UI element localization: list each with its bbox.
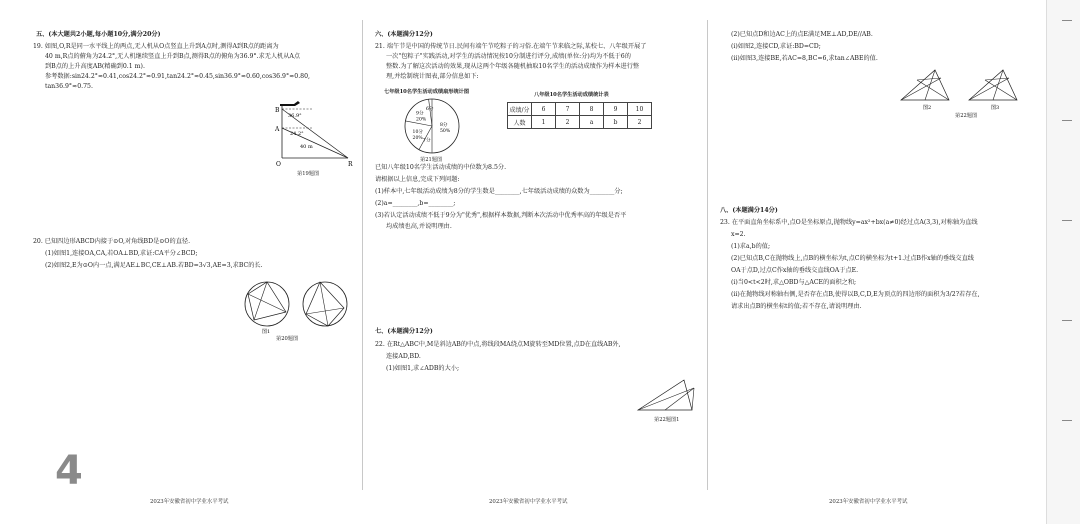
- footer-left: 2023年安徽省初中学业水平考试: [150, 499, 229, 505]
- fig2-label: 图2: [923, 105, 932, 110]
- q22-figures-2-3: [897, 66, 1027, 110]
- pie-caption: 第21题图: [420, 157, 443, 163]
- q21-after5: (3)若认定活动成绩不低于9分为"优秀",根据样本数据,判断本次活动中优秀率高的年级是否平: [375, 212, 627, 219]
- table-cell: a: [580, 116, 604, 129]
- table-row: [508, 116, 652, 129]
- table-cell: 6: [532, 103, 556, 116]
- q22-line2: 连接AD,BD.: [386, 353, 421, 360]
- q22-caption: 第22题图: [955, 113, 978, 119]
- page-number: 4: [55, 448, 83, 494]
- pie-title: 七年级10名学生活动成绩扇形统计图: [384, 89, 470, 95]
- section8-heading: 八、(本题满分14分): [720, 207, 778, 214]
- q19-caption: 第19题图: [297, 171, 320, 177]
- q22-figure1: [634, 374, 699, 416]
- section5-heading: 五、(本大题共2小题,每小题10分,满分20分): [36, 31, 161, 38]
- binding-edge: [1046, 0, 1080, 524]
- score-table: [507, 102, 652, 129]
- table-cell: 成绩/分: [508, 103, 532, 116]
- edge-mark: [1062, 120, 1072, 121]
- pie-slice-label: 50%: [440, 129, 451, 134]
- pie-chart: [402, 96, 462, 156]
- q19-line1: 19. 如图,O,R是同一水平线上的两点,无人机从O点竖直上升到A点时,测得A到R点的距离为: [33, 43, 279, 50]
- q21-line1: 21. 端午节是中国的传统节日.民间有端午节吃粽子的习俗.在端午节来临之际,某校七、八年级开展了: [375, 43, 647, 50]
- drone-icon: [280, 101, 300, 106]
- angle-24-2: 24.2°: [290, 131, 304, 137]
- q23-line3: (1)求a,b的值;: [731, 243, 771, 250]
- q20-line3: (2)如图2,E为⊙O内一点,满足AE⊥BC,CE⊥AB.若BD=3√3,AE=3,求BC的长.: [45, 262, 263, 269]
- q22-line1: 22. 在Rt△ABC中,M是斜边AB的中点,将线段MA绕点M旋转至MD位置,点D在直线AB外,: [375, 341, 621, 348]
- q20-caption: 第20题图: [276, 336, 299, 342]
- q21-after2: 请根据以上信息,完成下列问题:: [375, 176, 460, 183]
- q23-line4: (2)已知点B,C在抛物线上,点B的横坐标为t,点C的横坐标为t+1.过点B作x轴的垂线交直线: [731, 255, 974, 262]
- q23-line5: OA于点D,过点C作x轴的垂线交直线OA于点E.: [731, 267, 859, 274]
- table-cell: 2: [628, 116, 652, 129]
- left-column: [0, 0, 362, 524]
- table-cell: b: [604, 116, 628, 129]
- label-R: R: [348, 161, 353, 168]
- footer-middle: 2023年安徽省初中学业水平考试: [489, 499, 568, 505]
- q20-figure: [240, 276, 355, 334]
- label-A: A: [275, 126, 280, 133]
- distance-40m: 40 m: [300, 144, 313, 150]
- q21-line4: 理,并绘制统计图表,部分信息如下:: [386, 73, 479, 80]
- pie-slice-label: 8分: [440, 123, 448, 128]
- q23-line2: x=2.: [731, 231, 746, 238]
- edge-mark: [1062, 320, 1072, 321]
- q21-after3: (1)样本中,七年级活动成绩为8分的学生数是________,七年级活动成绩的众数为________分;: [375, 188, 623, 195]
- table-cell: 人数: [508, 116, 532, 129]
- table-cell: 7: [556, 103, 580, 116]
- q20-line2: (1)如图1,连接OA,CA,若OA⊥BD,求证:CA平分∠BCD;: [45, 250, 198, 257]
- q21-line3: 整数.为了解这次活动的效果,现从这两个年级各随机抽取10名学生的活动成绩作为样本进行整: [386, 63, 640, 70]
- q19-line3: 到B点的上升高度AB(精确到0.1 m).: [45, 63, 145, 70]
- q22-cont1: (2)已知点D和边AC上的点E满足ME⊥AD,DE//AB.: [731, 31, 873, 38]
- fig3-label: 图3: [991, 105, 1000, 110]
- section7-heading: 七、(本题满分12分): [375, 328, 433, 335]
- right-column: [707, 0, 1047, 524]
- pie-slice-label: 9分: [416, 111, 424, 117]
- pie-slice-label: 20%: [412, 135, 423, 141]
- q23-line1: 23. 在平面直角坐标系中,点O是坐标原点,抛物线y=ax²+bx(a≠0)经过点A(3,3),对称轴为直线: [720, 219, 978, 226]
- edge-mark: [1062, 20, 1072, 21]
- q21-after1: 已知八年级10名学生活动成绩的中位数为8.5分.: [375, 164, 507, 171]
- q19-line5: tan36.9°≈0.75.: [45, 83, 93, 90]
- angle-36-9: 36.9°: [288, 113, 302, 119]
- table-title: 八年级10名学生活动成绩统计表: [534, 92, 609, 98]
- q22-caption1: 第22题图1: [654, 417, 680, 423]
- q21-after4: (2)a=________,b=________;: [375, 200, 456, 207]
- section6-heading: 六、(本题满分12分): [375, 31, 433, 38]
- pie-slice-label: 10分: [412, 129, 423, 135]
- edge-mark: [1062, 220, 1072, 221]
- q21-line2: 一次"包粽子"实践活动,对学生的活动情况按10分制进行评分,成绩(单位:分)均为不低于6的: [386, 53, 631, 60]
- edge-mark: [1062, 420, 1072, 421]
- label-O: O: [276, 161, 281, 168]
- table-cell: 10: [628, 103, 652, 116]
- label-B: B: [275, 107, 280, 114]
- q19-figure: [262, 100, 357, 168]
- q19-line4: 参考数据:sin24.2°≈0.41,cos24.2°≈0.91,tan24.2°≈0.45,sin36.9°≈0.60,cos36.9°≈0.80,: [45, 73, 310, 80]
- q23-line6: (i)当0<t<2时,求△OBD与△ACE的面积之和;: [731, 279, 857, 286]
- q23-line8: 请求出点B的横坐标t的值;若不存在,请说明理由.: [731, 303, 862, 310]
- q20-line1: 20. 已知四边形ABCD内接于⊙O,对角线BD是⊙O的直径.: [33, 238, 191, 245]
- pie-slice-label: 20%: [416, 117, 427, 123]
- q19-line2: 40 m,R点的俯角为24.2°,无人机继续竖直上升到B点,测得R点的俯角为36.9°.求无人机从A点: [45, 53, 301, 60]
- q22-line3: (1)如图1,求∠ADB的大小;: [386, 365, 460, 372]
- q23-line7: (ii)在抛物线对称轴右侧,是否存在点B,使得以B,C,D,E为顶点的四边形的面积为3/2?若存在,: [731, 291, 980, 298]
- pie-slice-label: 7分: [423, 138, 431, 144]
- pie-slice-label: 6分: [425, 107, 434, 113]
- q21-after6: 均成绩也高,并说明理由.: [386, 223, 452, 230]
- table-cell: 1: [532, 116, 556, 129]
- table-row: [508, 103, 652, 116]
- q22-cont3: (ii)如图3,连接BE,若AC=8,BC=6,求tan∠ABE的值.: [731, 55, 878, 62]
- fig20-label1: 图1: [262, 329, 271, 334]
- q22-cont2: (i)如图2,连接CD,求证:BD=CD;: [731, 43, 821, 50]
- table-cell: 2: [556, 116, 580, 129]
- middle-column: [362, 0, 707, 524]
- table-cell: 8: [580, 103, 604, 116]
- footer-right: 2023年安徽省初中学业水平考试: [829, 499, 908, 505]
- table-cell: 9: [604, 103, 628, 116]
